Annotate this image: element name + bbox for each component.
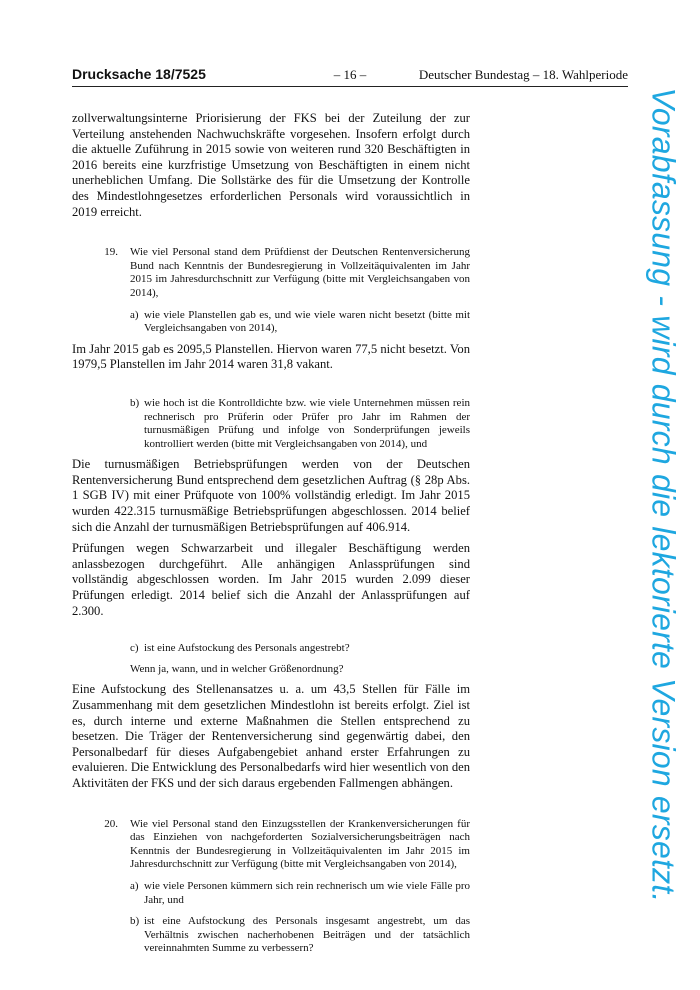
answer-19c: Eine Aufstockung des Stellenansatzes u. a. um 43,5 Stellen für Fälle im Zusammenhang mit dem gesetzlichen Mindestlohn ist bereits erfolgt. Ziel ist es, durch interne und externe Maßnahmen die Stellen entsprechend zu besetzen. Die Träger der Rentenversicherung sind gegenwärtig dabei, den Personalbedarf für dieses Aufgabengebiet anhand erster Erfahrungen zu evaluieren. Die Entwicklung des Personalbedarfs wird hier wesentlich von den Aktivitäten der FKS und der sich daraus ergebenden Fallmengen abhängen.	[72, 682, 470, 790]
sub-question-c	[72, 642, 470, 676]
answer-19b-part1: Die turnusmäßigen Betriebsprüfungen werden von der Deutschen Rentenversicherung Bund entsprechend dem gesetzlichen Auftrag (§ 28p Abs. 1 SGB IV) mit einer Prüfquote von 100% vollständig erledigt. Im Jahr 2015 wurden 422.315 turnusmäßige Betriebsprüfungen abgeschlossen. 2014 belief sich die Anzahl der turnusmäßigen Betriebsprüfungen auf 406.914.	[72, 457, 470, 534]
sub-question-label: c)	[130, 642, 139, 655]
question-number: 20.	[104, 817, 118, 830]
sub-question-label: a)	[130, 308, 139, 321]
draft-watermark: Vorabfassung - wird durch die lektorierte Version ersetzt.	[645, 87, 682, 903]
sub-question-text: wie viele Planstellen gab es, und wie viele waren nicht besetzt (bitte mit Vergleichsangaben von 2014),	[144, 308, 470, 335]
page-header	[72, 66, 628, 87]
document-number-bold: 7525	[174, 66, 206, 82]
sub-question-a	[130, 880, 470, 907]
intro-paragraph: zollverwaltungsinterne Priorisierung der FKS bei der Zuteilung der zur Verteilung anstehenden Nachwuchskräfte vorgesehen. Insofern erfolgt durch die aktuelle Zuführung in 2015 sowie von weiteren rund 320 Beschäftigten in 2016 bereits eine kurzfristige Umsetzung von Beschäftigten in einem nicht unerheblichen Umfang. Die Sollstärke des für die Umsetzung der Kontrolle des Mindestlohngesetzes erforderlichen Personals wird voraussichtlich in 2019 erreicht.	[72, 111, 470, 219]
answer-19b-part2: Prüfungen wegen Schwarzarbeit und illegaler Beschäftigung werden anlassbezogen durchgeführt. Alle anhängigen Anlassprüfungen sind vollständig abgeschlossen worden. Im Jahr 2015 wurden 2.099 dieser Prüfungen erledigt. 2014 belief sich die Anzahl der Anlassprüfungen auf 2.300.	[72, 541, 470, 618]
sub-question-text: wie hoch ist die Kontrolldichte bzw. wie viele Unternehmen müssen rein rechnerisch pro Prüferin oder Prüfer pro Jahr im Rahmen der turnusmäßigen Prüfung und infolge von Sonderprüfungen jeweils kontrolliert werden (bitte mit Vergleichsangaben von 2014), und	[144, 396, 470, 450]
sub-question-text: ist eine Aufstockung des Personals angestrebt?	[144, 642, 350, 655]
document-body	[72, 111, 470, 956]
sub-question-label: b)	[130, 915, 140, 928]
sub-question-a	[130, 309, 470, 336]
answer-19a: Im Jahr 2015 gab es 2095,5 Planstellen. Hiervon waren 77,5 nicht besetzt. Von 1979,5 Planstellen im Jahr 2014 waren 31,8 vakant.	[72, 341, 470, 372]
page-number: – 16 –	[333, 67, 367, 82]
question-20	[72, 818, 470, 956]
document-number-prefix: Drucksache 18/	[72, 66, 175, 82]
sub-question-followup: Wenn ja, wann, und in welcher Größenordnung?	[130, 662, 344, 675]
question-19	[72, 246, 470, 336]
sub-question-b	[72, 397, 470, 451]
question-text: Wie viel Personal stand den Einzugsstellen der Krankenversicherungen für das Einziehen von nachgeforderten Sozialversicherungsbeiträgen nach Kenntnis der Bundesregierung in Vollzeitäquivalenten im Jahr 2015 im Jahresdurchschnitt zur Verfügung (bitte mit Vergleichsangaben von 2014),	[130, 817, 470, 871]
sub-question-label: a)	[130, 879, 139, 892]
sub-question-label: b)	[130, 396, 140, 409]
sub-question-text: ist eine Aufstockung des Personals insgesamt angestrebt, um das Verhältnis zwischen nacherhobenen Beiträgen und der tatsächlich vereinnahmten Summe zu verbessern?	[144, 915, 470, 955]
sub-question-text: wie viele Personen kümmern sich rein rechnerisch um wie viele Fälle pro Jahr, und	[144, 879, 470, 906]
question-number: 19.	[104, 246, 118, 259]
sub-question-b	[130, 915, 470, 956]
question-text: Wie viel Personal stand dem Prüfdienst der Deutschen Rentenversicherung Bund nach Kenntnis der Bundesregierung in Vollzeitäquivalenten im Jahr 2015 im Jahresdurchschnitt zur Verfügung (bitte mit Vergleichsangaben von 2014),	[130, 246, 470, 299]
parliament-period: Deutscher Bundestag – 18. Wahlperiode	[418, 67, 628, 82]
